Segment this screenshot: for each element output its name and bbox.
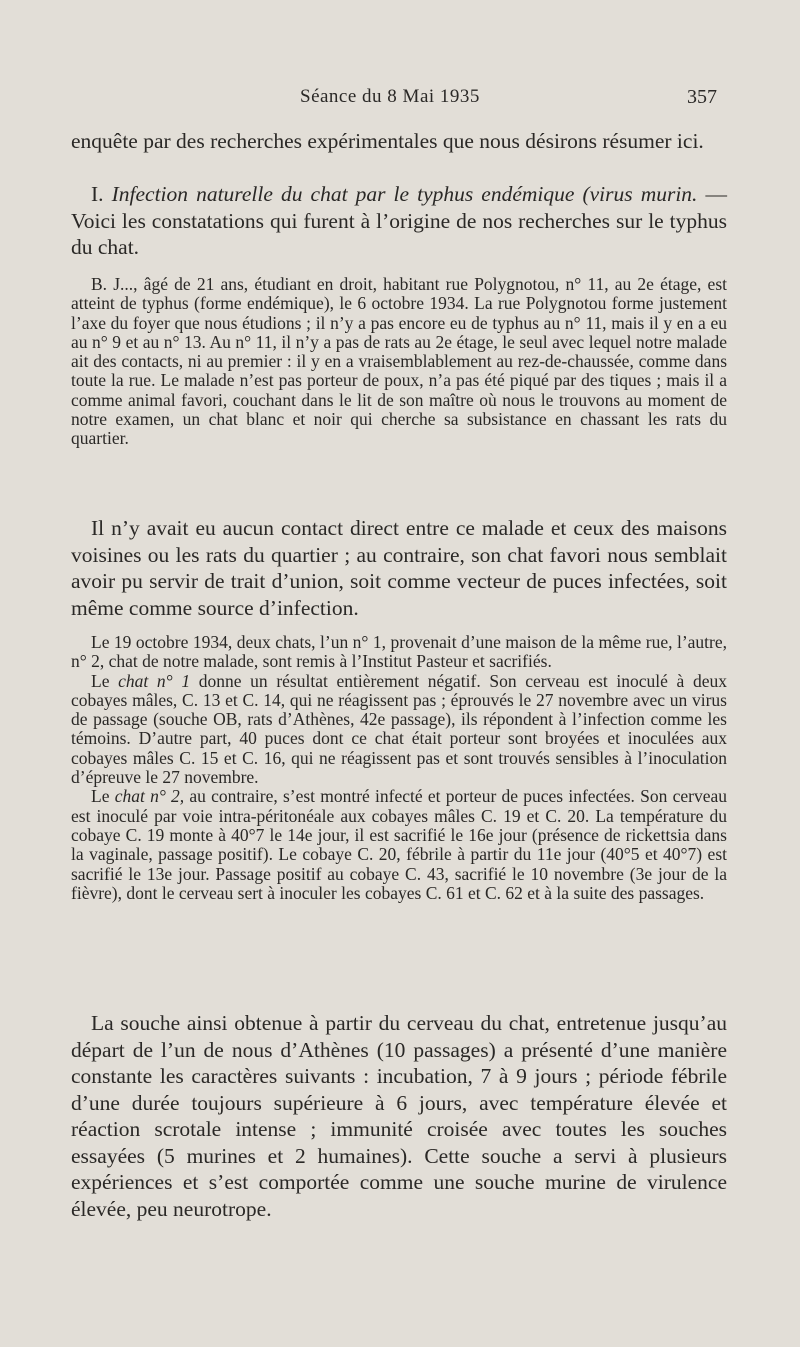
section-title: Infection naturelle du chat par le typhus endémique (virus murin. [111, 182, 698, 206]
intro-block [71, 128, 727, 155]
cat2-label: chat n° 2, [114, 786, 185, 807]
case-paragraph: B. J..., âgé de 21 ans, étudiant en droit, habitant rue Polygnotou, n° 11, au 2e étage, est atteint de typhus (forme endémique), le 6 octobre 1934. La rue Polygnotou forme justement l’axe du foyer que nous étudions ; il n’y a pas encore eu de typhus au n° 11, mais il y en a eu au n° 9 et au n° 13. Au n° 11, il n’y a pas de rats au 2e étage, le seul avec lequel notre malade ait des contacts, ni au premier : il y en a vraisemblablement au rez-de-chaussée, comme dans toute la rue. Le malade n’est pas porteur de poux, n’a pas été piqué par des tiques ; mais il a comme animal favori, couchant dans le lit de son maître où nous le trouvons au moment de notre examen, un chat blanc et noir qui cherche sa subsistance en chassant les rats du quartier. [71, 274, 727, 449]
running-title: Séance du 8 Mai 1935 [300, 86, 480, 107]
section-number: I. [91, 182, 104, 206]
contact-block [71, 515, 727, 621]
experiments-block [71, 633, 727, 903]
section-heading-paragraph [71, 181, 727, 261]
contact-paragraph: Il n’y avait eu aucun contact direct entre ce malade et ceux des maisons voisines ou les rats du quartier ; au contraire, son chat favori nous semblait avoir pu servir de trait d’union, soit comme vecteur de puces infectées, soit même comme source d’infection. [71, 516, 727, 620]
cat1-paragraph [71, 672, 727, 788]
section-block [71, 181, 727, 261]
cat2-lead: Le [91, 786, 110, 807]
case-block [71, 275, 727, 449]
cats-paragraph: Le 19 octobre 1934, deux chats, l’un n° 1, provenait d’une maison de la même rue, l’autre, n° 2, chat de notre malade, sont remis à l’Institut Pasteur et sacrifiés. [71, 632, 727, 672]
strain-paragraph: La souche ainsi obtenue à partir du cerveau du chat, entretenue jusqu’au départ de l’un de nous d’Athènes (10 passages) a présenté d’une manière constante les caractères suivants : incubation, 7 à 9 jours ; période fébrile d’une durée toujours supérieure à 6 jours, avec température élevée et réaction scrotale intense ; immunité croisée avec toutes les souches essayées (5 murines et 2 humaines). Cette souche a servi à plusieurs expériences et s’est comportée comme une souche murine de virulence élevée, peu neurotrope. [71, 1011, 727, 1221]
cat2-text: au contraire, s’est montré infecté et porteur de puces infectées. Son cerveau est inoculé par voie intra-péritonéale aux cobayes mâles C. 19 et C. 20. La température du cobaye C. 19 monte à 40°7 le 14e jour, il est sacrifié le 16e jour (présence de rickettsia dans la vaginale, passage positif). Le cobaye C. 20, fébrile à partir du 11e jour (40°5 et 40°7) est sacrifié le 13e jour. Passage positif au cobaye C. 43, sacrifié le 10 novembre (3e jour de la fièvre), dont le cerveau sert à inoculer les cobayes C. 61 et C. 62 et à la suite des passages. [71, 786, 727, 903]
strain-block [71, 1010, 727, 1222]
cat1-lead: Le [91, 670, 110, 691]
cat1-label: chat n° 1 [118, 670, 191, 691]
intro-paragraph: enquête par des recherches expérimentales que nous désirons résumer ici. [71, 129, 704, 153]
section-rest: — Voici les constatations qui furent à l’origine de nos recherches sur le typhus du chat. [71, 182, 727, 259]
page-number: 357 [687, 86, 717, 108]
cat1-text: donne un résultat entièrement négatif. Son cerveau est inoculé à deux cobayes mâles, C. 13 et C. 14, qui ne réagissent pas ; éprouvés le 27 novembre avec un virus de passage (souche OB, rats d’Athènes, 42e passage), ils répondent à l’infection comme les témoins. D’autre part, 40 puces dont ce chat était porteur sont broyées et inoculées aux cobayes mâles C. 15 et C. 16, qui ne réagissent pas et sont trouvés sensibles à l’inoculation d’épreuve le 27 novembre. [71, 670, 727, 788]
cat2-paragraph [71, 787, 727, 903]
